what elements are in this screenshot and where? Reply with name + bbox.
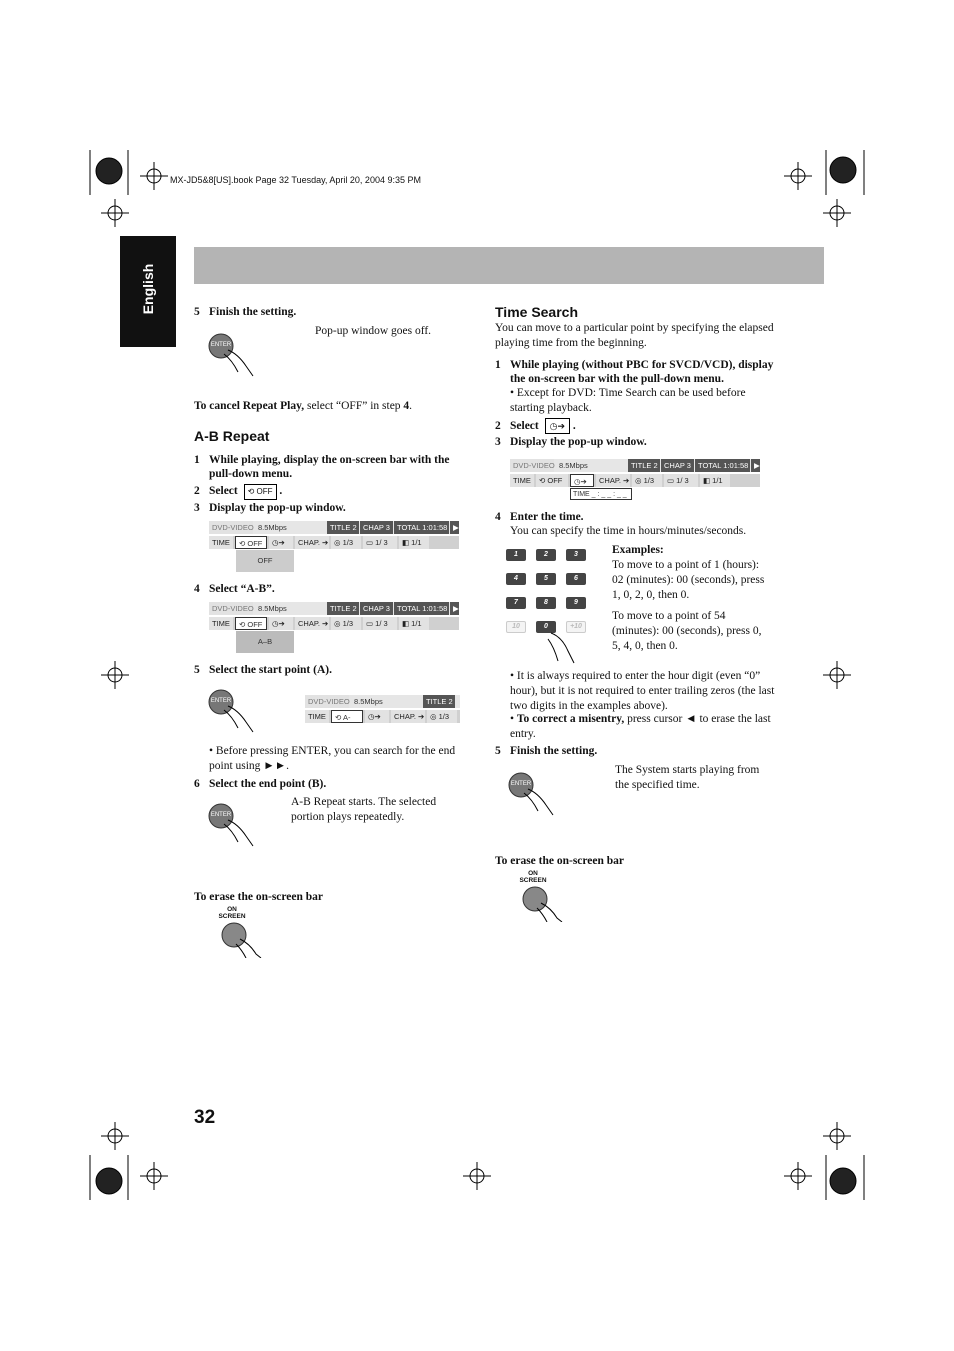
enter-label: ENTER — [210, 342, 232, 348]
osd-repeat: ⟲ OFF — [235, 536, 267, 549]
osd-repeat-a: ⟲ A- — [331, 710, 363, 723]
ab-step-3: 3 Display the pop-up window. — [194, 502, 346, 514]
ts-step-2: 2 Select ◷➔ . — [495, 420, 576, 432]
key-8[interactable]: 8 — [536, 597, 556, 609]
key-2[interactable]: 2 — [536, 549, 556, 561]
ab-step-5: 5 Select the start point (A). — [194, 664, 332, 676]
bullet-hour: • It is always required to enter the hour digit (even “0” hour), but it is not required to enter trailing zeros (the last two digits in the examples above). — [510, 670, 775, 712]
osd-dvd-video: DVD-VIDEO — [305, 695, 349, 708]
osd-audio: ◎ 1/3 — [331, 617, 361, 630]
osd-bar-ts — [510, 459, 760, 501]
page-number: 32 — [194, 1107, 216, 1128]
key-0[interactable]: 0 — [536, 621, 556, 633]
osd-total: TOTAL 1:01:58 — [695, 459, 750, 472]
osd-play-icon: ▶ — [751, 459, 760, 472]
osd-total: TOTAL 1:01:58 — [394, 602, 449, 615]
osd-time: TIME — [209, 617, 233, 630]
osd-subtitle: ▭ 1/ 3 — [664, 474, 698, 487]
screen-label: SCREEN — [519, 877, 547, 884]
time-search-intro: You can move to a particular point by specifying the elapsed playing time from the beginning. — [495, 322, 774, 349]
osd-repeat: ⟲ OFF — [536, 474, 568, 487]
osd-time-search-icon: ◷➔ — [365, 710, 389, 723]
ab-bullet: • Before pressing ENTER, you can search for the end point using ►►. — [209, 745, 456, 772]
step-5-finish: 5 Finish the setting. — [194, 306, 297, 318]
popup-window-off: OFF — [236, 550, 294, 572]
osd-repeat: ⟲ OFF — [235, 617, 267, 630]
ts-step-4-sub: You can specify the time in hours/minutes/seconds. — [510, 525, 747, 537]
osd-time: TIME — [209, 536, 233, 549]
language-label: English — [140, 263, 156, 315]
enter-button-3[interactable] — [208, 802, 258, 847]
osd-dvd-video: DVD-VIDEO — [510, 459, 554, 472]
time-search-heading: Time Search — [495, 304, 579, 320]
pressing-finger-icon — [546, 629, 596, 669]
cancel-repeat-note: To cancel Repeat Play, select “OFF” in step 4. — [194, 400, 413, 412]
key-6[interactable]: 6 — [566, 573, 586, 585]
key-10[interactable]: 10 — [506, 621, 526, 633]
osd-chap: CHAP 3 — [661, 459, 694, 472]
osd-time: TIME — [305, 710, 329, 723]
osd-chap-search: CHAP. ➔ — [596, 474, 630, 487]
enter-label: ENTER — [210, 812, 232, 818]
osd-rate: 8.5Mbps — [258, 604, 287, 613]
on-label: ON — [227, 906, 237, 913]
osd-angle: ◧ 1/1 — [399, 536, 429, 549]
ab-step-1: 1 While playing, display the on-screen bar with the pull-down menu. — [194, 454, 450, 480]
examples-block — [612, 543, 772, 654]
enter-label: ENTER — [510, 781, 532, 787]
screen-label: SCREEN — [218, 913, 246, 920]
bullet-correct: • To correct a misentry, press cursor ◄ to erase the last entry. — [510, 713, 771, 740]
osd-rate: 8.5Mbps — [258, 523, 287, 532]
popup-window-ab: A–B — [236, 631, 294, 653]
key-5[interactable]: 5 — [536, 573, 556, 585]
ts-step-1: 1 While playing (without PBC for SVCD/VCD), display the on-screen bar with the pull-down menu. — [495, 359, 774, 385]
osd-subtitle: ▭ 1/ 3 — [363, 536, 397, 549]
osd-chap: CHAP 3 — [360, 602, 393, 615]
enter-button-2[interactable] — [208, 688, 258, 733]
erase-bar-label-left: To erase the on-screen bar — [194, 891, 324, 903]
osd-title: TITLE 2 — [327, 602, 359, 615]
example-1: To move to a point of 1 (hours): 02 (minutes): 00 (seconds), press 1, 0, 2, 0, then 0. — [612, 559, 765, 601]
ab-step-4: 4 Select “A-B”. — [194, 583, 275, 595]
ts-step-4: 4 Enter the time. — [495, 511, 584, 523]
ab-step-6: 6 Select the end point (B). — [194, 778, 327, 790]
examples-title: Examples: — [612, 544, 664, 556]
osd-bar-ab-1 — [209, 521, 459, 573]
header-band — [194, 247, 824, 284]
osd-title: TITLE 2 — [628, 459, 660, 472]
osd-angle: ◧ 1/1 — [700, 474, 730, 487]
on-screen-button-left[interactable] — [214, 906, 266, 958]
osd-time-search-icon: ◷➔ — [570, 474, 594, 487]
ts-step-1-bullet: • Except for DVD: Time Search can be used before starting playback. — [510, 387, 746, 414]
osd-subtitle: ▭ 1/ 3 — [363, 617, 397, 630]
erase-bar-label-right: To erase the on-screen bar — [495, 855, 625, 867]
osd-rate: 8.5Mbps — [354, 697, 383, 706]
ts-step-5: 5 Finish the setting. — [495, 745, 598, 757]
osd-bar-ab-2 — [209, 602, 459, 654]
file-info: MX-JD5&8[US].book Page 32 Tuesday, April 20, 2004 9:35 PM — [170, 175, 421, 185]
osd-dvd-video: DVD-VIDEO — [209, 521, 253, 534]
osd-audio: ◎ 1/3 — [427, 710, 457, 723]
on-screen-button-right[interactable] — [515, 870, 567, 922]
enter-button-1[interactable] — [208, 332, 258, 377]
osd-audio: ◎ 1/3 — [331, 536, 361, 549]
osd-chap-search: CHAP. ➔ — [391, 710, 425, 723]
number-keypad — [506, 549, 606, 649]
key-9[interactable]: 9 — [566, 597, 586, 609]
osd-title: TITLE 2 — [327, 521, 359, 534]
osd-title: TITLE 2 — [423, 695, 455, 708]
osd-play-icon: ▶ — [450, 521, 459, 534]
repeat-off-icon: ⟲ OFF — [244, 484, 277, 500]
osd-chap-search: CHAP. ➔ — [295, 617, 329, 630]
key-7[interactable]: 7 — [506, 597, 526, 609]
ab-repeat-heading: A-B Repeat — [194, 428, 270, 444]
key-plus10[interactable]: +10 — [566, 621, 586, 633]
osd-chap: CHAP 3 — [360, 521, 393, 534]
key-4[interactable]: 4 — [506, 573, 526, 585]
osd-angle: ◧ 1/1 — [399, 617, 429, 630]
ab-starts-note: A-B Repeat starts. The selected portion plays repeatedly. — [291, 796, 437, 823]
popup-off-note: Pop-up window goes off. — [315, 325, 432, 337]
ts-step-3: 3 Display the pop-up window. — [495, 436, 647, 448]
osd-audio: ◎ 1/3 — [632, 474, 662, 487]
ab-step-2: 2 Select ⟲ OFF . — [194, 484, 282, 500]
osd-dvd-video: DVD-VIDEO — [209, 602, 253, 615]
time-entry-popup[interactable]: TIME _ : _ _ : _ _ — [570, 488, 632, 500]
on-label: ON — [528, 870, 538, 877]
osd-time: TIME — [510, 474, 534, 487]
osd-rate: 8.5Mbps — [559, 461, 588, 470]
language-tab — [120, 236, 176, 347]
example-2: To move to a point of 54 (minutes): 00 (seconds), press 0, 5, 4, 0, then 0. — [612, 610, 762, 652]
osd-play-icon: ▶ — [450, 602, 459, 615]
time-search-icon: ◷➔ — [545, 418, 570, 434]
osd-bar-ab-3 — [305, 695, 460, 723]
osd-total: TOTAL 1:01:58 — [394, 521, 449, 534]
osd-time-search-icon: ◷➔ — [269, 617, 293, 630]
key-1[interactable]: 1 — [506, 549, 526, 561]
enter-label: ENTER — [210, 698, 232, 704]
osd-chap-search: CHAP. ➔ — [295, 536, 329, 549]
enter-button-4[interactable] — [508, 771, 558, 816]
osd-time-search-icon: ◷➔ — [269, 536, 293, 549]
system-starts-note: The System starts playing from the specified time. — [615, 764, 760, 791]
key-3[interactable]: 3 — [566, 549, 586, 561]
